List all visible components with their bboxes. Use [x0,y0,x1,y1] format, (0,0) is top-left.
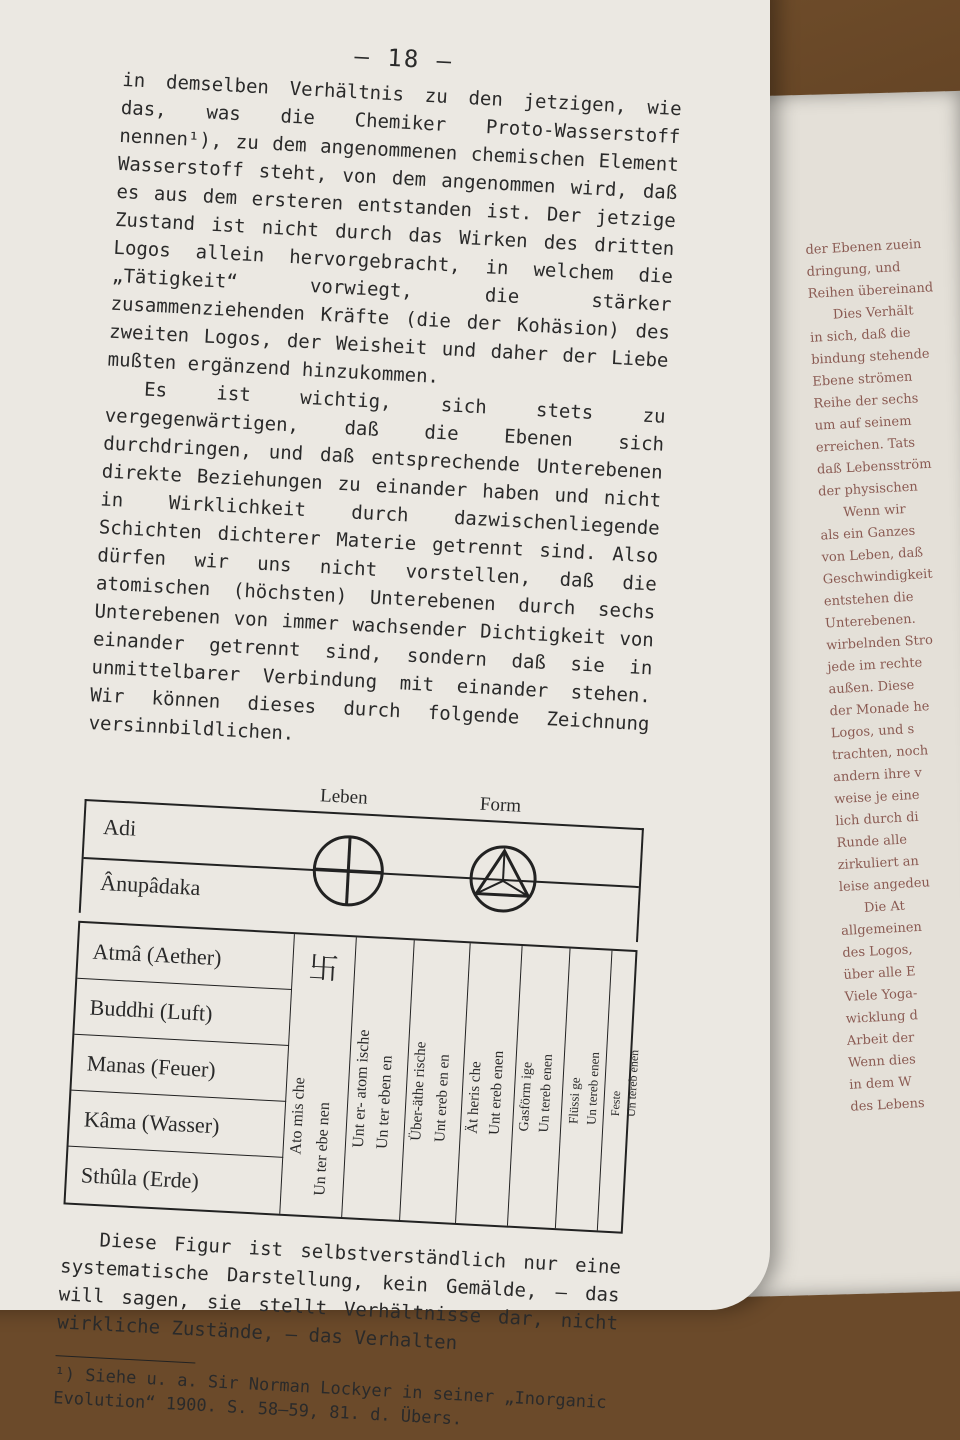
right-line: außen. Diese [828,677,915,698]
subplane-label: Un ter ebe nen [311,1101,334,1197]
subplane-label: Un tereb enen [536,1053,556,1133]
right-line: Ebene strömen [812,369,913,390]
subplane-label: Unt er- atom ische [349,1029,374,1149]
right-line: in sich, daß die [809,325,911,346]
swastika-icon: 卐 [307,950,340,988]
right-line: der Ebenen zuein [805,236,922,258]
planes-grid [63,921,642,1234]
right-line: Wenn dies [847,1052,917,1071]
figure-caption: Diese Figur ist selbstverständlich nur eine systematische Darstellung, kein Gemälde, — das will sagen, sie stellt Verhältnisse dar, nicht wirkliche Zustände, — das Verhalten [56,1229,622,1355]
plane-label-anupadaka: Ânupâdaka [99,869,202,901]
subplane-label: Un tereb enen [623,1049,642,1118]
right-line: wicklung d [845,1008,919,1027]
paragraph: in demselben Verhältnis zu den jetzigen, wie das, was die Chemiker Proto-Wasserstoff nennen¹), zu dem angenommenen chemischen Element Wasserstoff steht, von dem angenommen wird, daß es aus dem ersteren entstanden ist. Der jetzige Zustand ist nicht durch das Wirken des dritten Logos allein hervorgebracht, in welchem die „Tätigkeit“ vorwiegt, die stärker zusammenziehenden Kräfte (die der Kohäsion) des zweiten Logos, der Weisheit und daher der Liebe mußten ergänzend hinzukommen. [107,68,683,388]
right-line: Reihen übereinand [807,280,934,302]
right-line: daß Lebensström [816,456,932,478]
subplane-label: Unt ereb en en [432,1053,453,1143]
subplane-label: Gasförm ige [516,1061,536,1132]
footnote-divider [55,1355,195,1363]
right-line: lich durch di [835,809,920,830]
right-line: zirkuliert an [837,853,920,874]
footnote: ¹) Siehe u. a. Sir Norman Lockyer in seiner „Inorganic Evolution“ 1900. S. 58—59, 81. d. Übers. [52,1364,608,1430]
right-line: dringung, und [806,260,901,280]
plane-kama: Kâma (Wasser) [68,1091,286,1158]
subplane-label: Feste [607,1090,624,1117]
right-line: leise angedeu [838,875,931,896]
right-line: andern ihre v [832,765,923,786]
paragraph: Es ist wichtig, sich stets zu vergegenwärtigen, daß die Ebenen sich durchdringen, und daß entsprechende Unterebenen direkte Beziehungen zu einander haben und nicht in Wirklichkeit durch dazwischenliegende Schichten dichterer Materie getrennt sind. Also dürfen wir uns nicht vorstellen, daß die atomischen (höchsten) Unterebenen durch sechs Unterebenen von immer wachsender Dichtigkeit von einander getrennt sind, sondern daß sie in unmittelbarer Verbindung mit einander stehen. Wir können dieses durch folgende Zeichnung versinnbildlichen. [88,378,667,745]
right-line: Unterebenen. [824,611,917,632]
right-line: allgemeinen [840,919,923,940]
subplane-label: Ät heris che [464,1060,485,1135]
right-line: Dies Verhält [832,303,914,323]
right-line: Reihe der sechs [813,391,919,412]
right-line: jede im rechte [827,655,923,676]
right-line: Logos, und s [830,721,915,742]
right-line: trachten, noch [831,743,929,764]
right-line: in dem W [848,1074,913,1093]
subplane-label: Un tereb enen [583,1051,603,1126]
right-line: bindung stehende [810,346,930,368]
plane-atma: Atmâ (Aether) [77,923,295,990]
right-line: um auf seinem [814,413,912,434]
plane-manas: Manas (Feuer) [71,1035,289,1102]
right-line: Runde alle [836,832,908,852]
subplane-label: Ato mis che [287,1076,309,1155]
subplane-label: Unt ereb enen [486,1050,508,1136]
right-line: über alle E [843,964,916,983]
subplane-label: Un ter eben en [373,1054,396,1150]
right-line: wirbelnden Stro [825,632,934,654]
subplane-label: Über-äthe rische [408,1041,430,1142]
page-number: — 18 — [353,42,454,76]
right-line: der physischen [817,479,919,500]
header-form: Form [479,793,522,817]
right-line: Wenn wir [842,502,907,521]
plane-sthula: Sthûla (Erde) [66,1147,284,1214]
right-line: entstehen die [823,589,914,610]
subplane-label: Flüssi ge [565,1077,583,1125]
right-line: von Leben, daß [821,545,924,566]
right-line: des Lebens [850,1095,925,1115]
right-line: des Logos, [842,942,913,962]
right-line: Die At [863,898,906,916]
right-line: weise je eine [833,787,920,808]
header-leben: Leben [319,785,369,809]
page-content [53,30,685,1439]
right-line: Viele Yoga- [844,986,918,1005]
planes-figure [63,773,645,1234]
plane-label-adi: Adi [102,813,137,841]
right-line: Geschwindigkeit [822,566,933,588]
right-line: Arbeit der [846,1030,915,1049]
right-line: als ein Ganzes [820,523,916,544]
leben-cross-vertical [347,837,351,905]
plane-buddhi: Buddhi (Luft) [74,979,292,1046]
right-line: der Monade he [829,699,930,720]
right-line: erreichen. Tats [815,435,916,456]
